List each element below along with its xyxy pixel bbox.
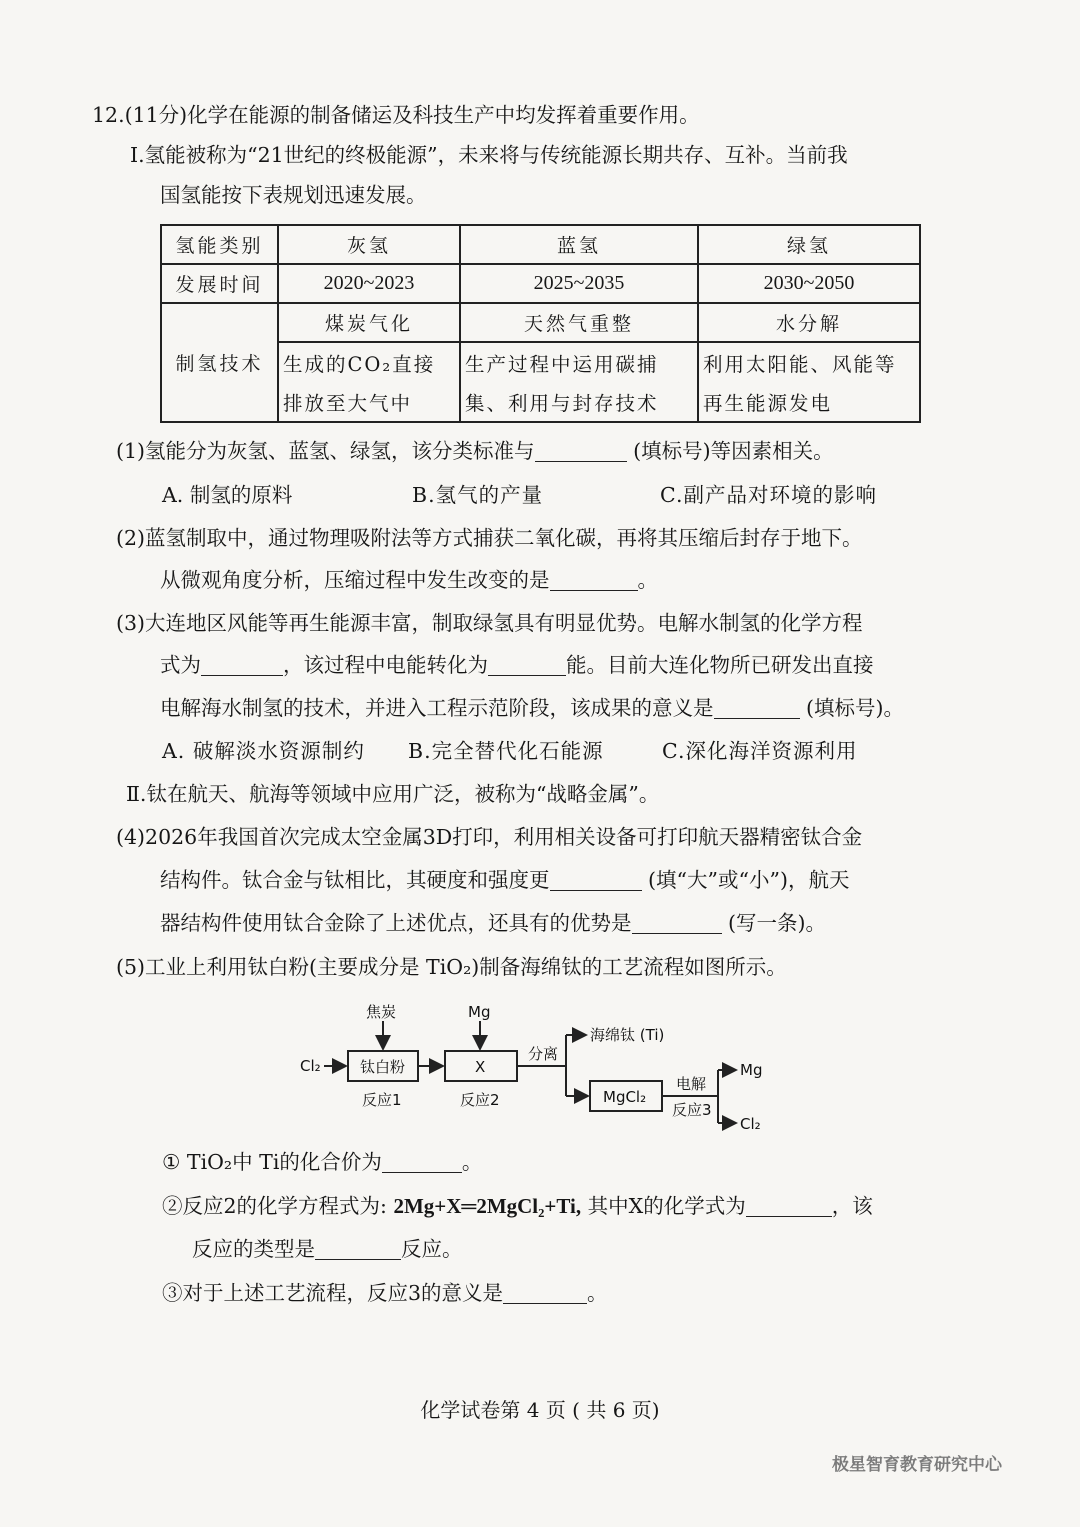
q1-option-a: A. 制氢的原料 [162, 483, 293, 507]
q5-sub2-text-b: 其中X的化学式为 [587, 1194, 746, 1218]
q2-text-a: 从微观角度分析，压缩过程中发生改变的是 [160, 568, 550, 592]
q5-sub2-text: ②反应2的化学方程式为: [162, 1194, 387, 1218]
q5-sub1-text: ① TiO₂中 Ti的化合价为 [162, 1150, 382, 1174]
table-cell: 集、利用与封存技术 [460, 383, 698, 422]
q1-option-b: B.氢气的产量 [412, 483, 544, 507]
table-cell: 2025~2035 [460, 264, 698, 303]
q1-option-c: C.副产品对环境的影响 [660, 483, 877, 507]
label-coke: 焦炭 [366, 1003, 397, 1021]
label-box1: 钛白粉 [360, 1058, 406, 1076]
q3-option-a: A. 破解淡水资源制约 [162, 739, 365, 763]
table-row [161, 303, 920, 342]
table-cell: 利用太阳能、风能等 [698, 342, 920, 383]
label-sponge-ti: 海绵钛 (Ti) [590, 1026, 665, 1044]
q5-sub3-text: ③对于上述工艺流程，反应3的意义是 [162, 1281, 504, 1305]
q5-sub3-end: 。 [587, 1281, 608, 1305]
q1-text-b: (填标号)等因素相关。 [633, 439, 834, 463]
q5-sub1 [162, 1148, 482, 1176]
q5-sub2 [162, 1192, 873, 1220]
q3-text-b: ，该过程中电能转化为 [283, 653, 488, 677]
answer-blank[interactable] [503, 1303, 587, 1304]
q4-text-c: 器结构件使用钛合金除了上述优点，还具有的优势是 [160, 911, 632, 935]
q3-text-d: 电解海水制氢的技术，并进入工程示范阶段，该成果的意义是 [160, 696, 714, 720]
page-footer: 化学试卷第 4 页 ( 共 6 页) [420, 1398, 660, 1422]
label-electrolysis: 电解 [676, 1075, 707, 1093]
process-flow-diagram [290, 995, 790, 1145]
q4-text-b: (填“大”或“小”)，航天 [648, 868, 850, 892]
answer-blank[interactable] [488, 675, 566, 676]
label-mg-out: Mg [740, 1061, 763, 1079]
answer-blank[interactable] [632, 933, 722, 934]
table-cell: 排放至大气中 [278, 383, 460, 422]
answer-blank[interactable] [315, 1259, 401, 1260]
q4-line3 [160, 909, 826, 937]
q3-text-e: (填标号)。 [806, 696, 905, 720]
table-cell: 2020~2023 [278, 264, 460, 303]
watermark: 极星智育教育研究中心 [832, 1455, 1002, 1475]
answer-blank[interactable] [382, 1172, 462, 1173]
q4-text-a: 结构件。钛合金与钛相比，其硬度和强度更 [160, 868, 550, 892]
q5-sub2-text-c: ，该 [831, 1194, 873, 1218]
label-reaction1: 反应1 [362, 1091, 402, 1109]
answer-blank[interactable] [714, 718, 800, 719]
q3-line2 [160, 651, 874, 679]
q5-sub2-text-d: 反应的类型是 [192, 1237, 315, 1261]
question-title: 12.(11分)化学在能源的制备储运及科技生产中均发挥着重要作用。 [92, 103, 700, 127]
label-box3: MgCl₂ [603, 1088, 647, 1106]
table-cell: 发展时间 [161, 264, 278, 303]
answer-blank[interactable] [746, 1216, 832, 1217]
q5-sub3 [162, 1279, 608, 1307]
q4-line2 [160, 866, 849, 894]
part2-intro: Ⅱ.钛在航天、航海等领域中应用广泛，被称为“战略金属”。 [126, 782, 660, 806]
table-cell: 绿氢 [698, 225, 920, 264]
table-cell: 煤炭气化 [278, 303, 460, 342]
q3-option-b: B.完全替代化石能源 [408, 739, 604, 763]
table-cell: 氢能类别 [161, 225, 278, 264]
table-cell: 生产过程中运用碳捕 [460, 342, 698, 383]
label-separate: 分离 [528, 1045, 559, 1063]
q2-text-b: 。 [637, 568, 658, 592]
answer-blank[interactable] [550, 890, 642, 891]
label-cl2-in: Cl₂ [300, 1057, 321, 1075]
table-row [161, 264, 920, 303]
table-cell: 天然气重整 [460, 303, 698, 342]
q3-text-c: 能。目前大连化物所已研发出直接 [566, 653, 874, 677]
table-cell: 2030~2050 [698, 264, 920, 303]
label-box2: X [475, 1058, 486, 1076]
q5-sub2-text-e: 反应。 [401, 1237, 463, 1261]
part1-intro-line1: Ⅰ.氢能被称为“21世纪的终极能源”，未来将与传统能源长期共存、互补。当前我 [130, 143, 848, 167]
table-cell: 制氢技术 [161, 303, 278, 422]
q1-stem [116, 437, 834, 465]
q3-line3 [160, 694, 904, 722]
table-cell: 再生能源发电 [698, 383, 920, 422]
q5-sub2-equation: 2Mg+X═2MgCl₂+Ti, [393, 1194, 582, 1218]
label-cl2-out: Cl₂ [740, 1115, 761, 1133]
hydrogen-table [160, 224, 921, 423]
label-reaction2: 反应2 [460, 1091, 500, 1109]
q3-option-c: C.深化海洋资源利用 [662, 739, 858, 763]
table-cell: 灰氢 [278, 225, 460, 264]
table-cell: 生成的CO₂直接 [278, 342, 460, 383]
part1-intro-line2: 国氢能按下表规划迅速发展。 [160, 183, 427, 207]
table-cell: 水分解 [698, 303, 920, 342]
q2-line1: (2)蓝氢制取中，通过物理吸附法等方式捕获二氧化碳，再将其压缩后封存于地下。 [116, 526, 863, 550]
q4-line1: (4)2026年我国首次完成太空金属3D打印，利用相关设备可打印航天器精密钛合金 [116, 825, 863, 849]
q4-text-d: (写一条)。 [728, 911, 827, 935]
table-cell: 蓝氢 [460, 225, 698, 264]
q1-text-a: (1)氢能分为灰氢、蓝氢、绿氢，该分类标准与 [116, 439, 535, 463]
answer-blank[interactable] [201, 675, 283, 676]
q3-text-a: 式为 [160, 653, 201, 677]
label-reaction3: 反应3 [672, 1101, 712, 1119]
answer-blank[interactable] [535, 461, 627, 462]
answer-blank[interactable] [550, 590, 638, 591]
label-mg-in: Mg [468, 1003, 491, 1021]
q5-sub2-line2 [192, 1235, 463, 1263]
q5-sub1-end: 。 [461, 1150, 483, 1174]
q2-line2 [160, 566, 658, 594]
q5-line1: (5)工业上利用钛白粉(主要成分是 TiO₂)制备海绵钛的工艺流程如图所示。 [116, 955, 787, 979]
table-row [161, 225, 920, 264]
q3-line1: (3)大连地区风能等再生能源丰富，制取绿氢具有明显优势。电解水制氢的化学方程 [116, 611, 863, 635]
